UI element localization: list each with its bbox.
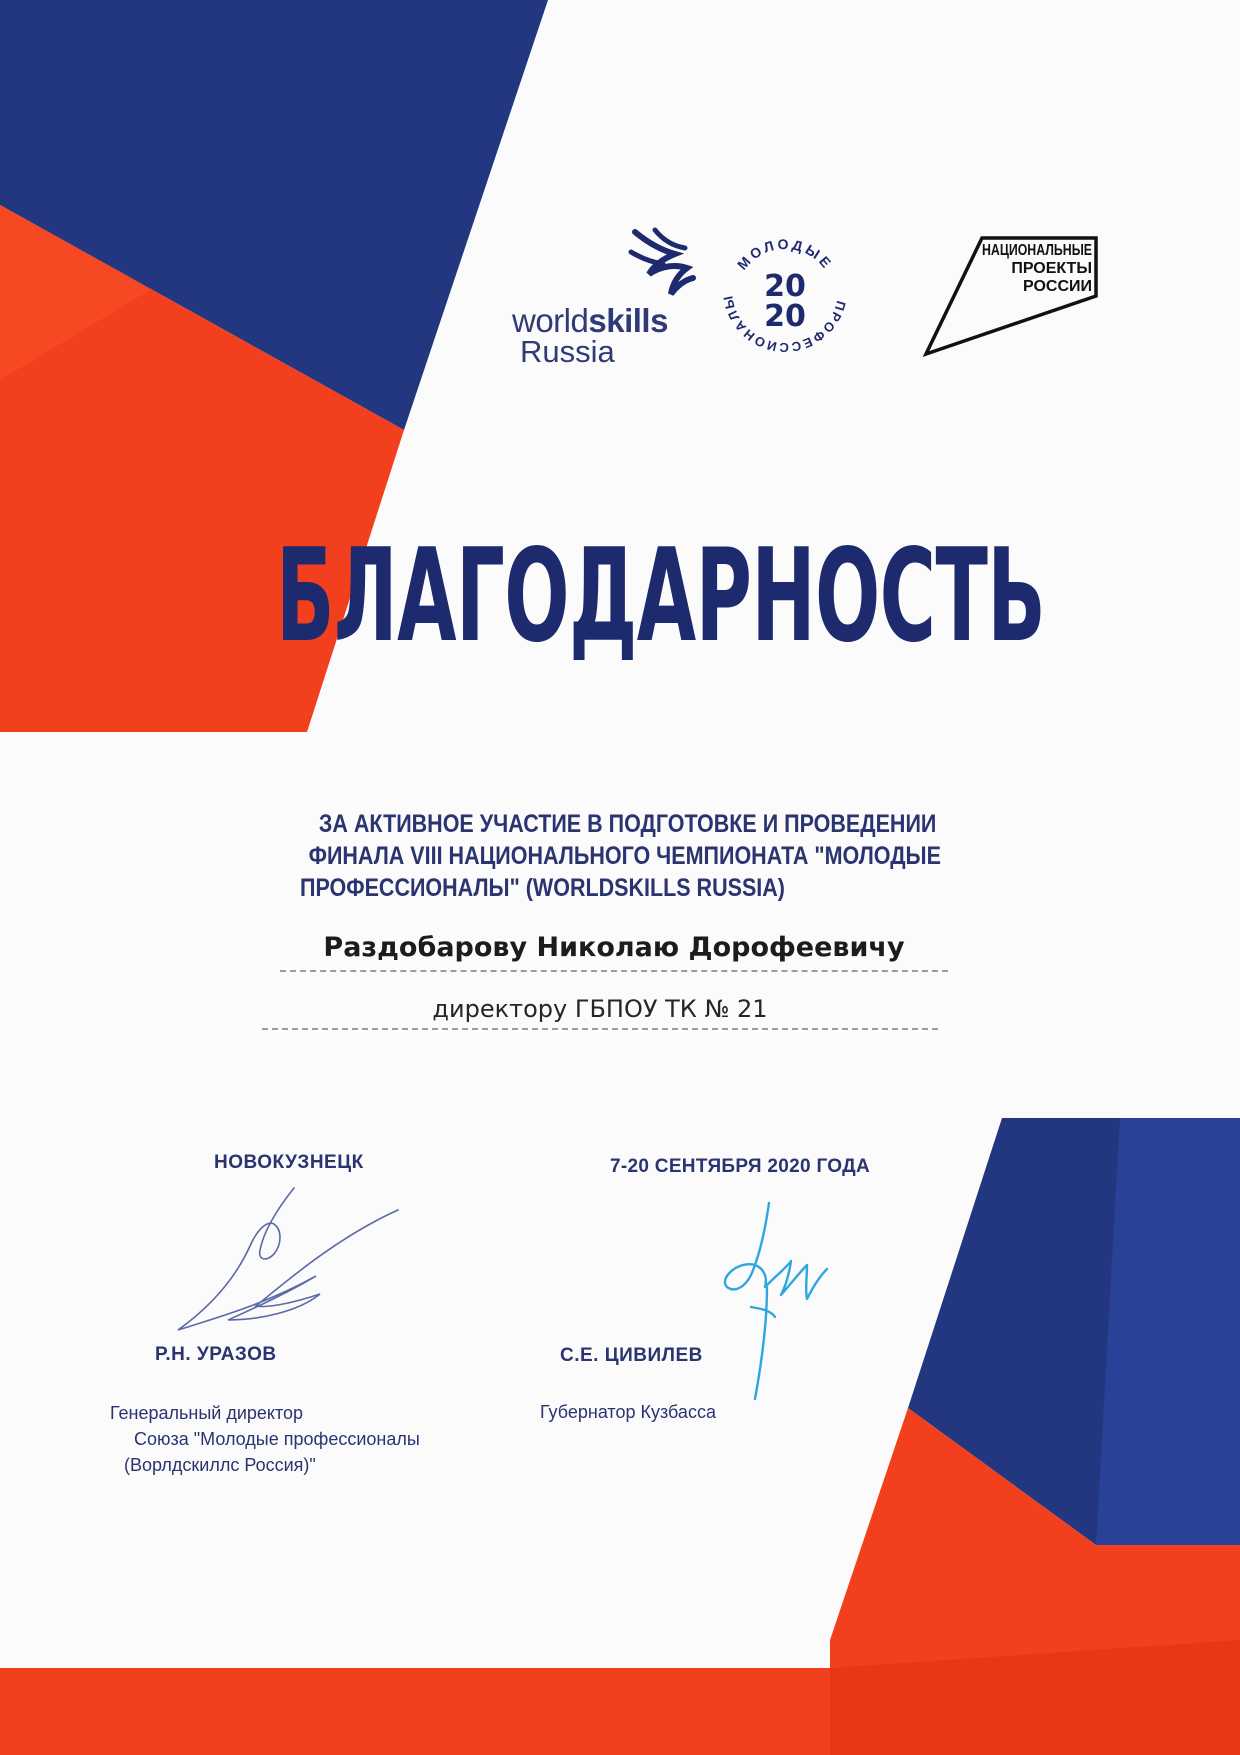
signatory-1-role: [110, 1400, 430, 1478]
worldskills-country: Russia: [520, 334, 615, 369]
signatory-1-name: Р.Н. УРАЗОВ: [155, 1344, 277, 1365]
worldskills-wordmark: worldskills: [512, 302, 668, 339]
molodye-professionaly-emblem: [718, 228, 852, 362]
molodye-professionaly-logo: [718, 228, 852, 362]
svg-text:20: 20: [764, 269, 806, 304]
svg-text:НАЦИОНАЛЬНЫЕ: НАЦИОНАЛЬНЫЕ: [982, 242, 1093, 259]
svg-text:20: 20: [764, 299, 806, 334]
signatory-2-name: С.Е. ЦИВИЛЕВ: [560, 1345, 703, 1366]
worldskills-logo: [512, 228, 702, 378]
signatory-1-role-line: Союза "Молодые профессионалы: [134, 1429, 420, 1449]
award-reason-line: ФИНАЛА VIII НАЦИОНАЛЬНОГО ЧЕМПИОНАТА "МОЛОДЫЕ: [308, 842, 941, 870]
national-projects-logo: [922, 236, 1098, 358]
recipient-position: директору ГБПОУ ТК № 21: [432, 995, 768, 1023]
signatory-2-role: Губернатор Кузбасса: [540, 1402, 716, 1422]
signature-tsivilev: [715, 1195, 840, 1405]
award-reason: [300, 808, 941, 904]
svg-text:МОЛОДЫЕ: МОЛОДЫЕ: [733, 235, 837, 273]
svg-text:ПРОФЕССИОНАЛЫ: ПРОФЕССИОНАЛЫ: [719, 292, 849, 356]
national-projects-emblem: [922, 236, 1098, 358]
svg-text:ПРОЕКТЫ: ПРОЕКТЫ: [1011, 260, 1092, 277]
award-reason-line: ПРОФЕССИОНАЛЫ" (WORLDSKILLS RUSSIA): [300, 874, 785, 902]
svg-text:РОССИИ: РОССИИ: [1022, 278, 1092, 295]
signatory-1-role-line: Генеральный директор: [110, 1403, 304, 1423]
worldskills-swirl-icon: [627, 228, 697, 306]
award-reason-line: ЗА АКТИВНОЕ УЧАСТИЕ В ПОДГОТОВКЕ И ПРОВЕДЕНИИ: [318, 810, 937, 838]
signatory-1-role-line: (Ворлдскиллс Россия)": [124, 1455, 316, 1475]
event-date: 7-20 СЕНТЯБРЯ 2020 ГОДА: [610, 1156, 870, 1177]
signature-urazov: [170, 1180, 400, 1340]
bottom-blue-accent: [1096, 1118, 1240, 1545]
recipient-name: Раздобарову Николаю Дорофеевичу: [323, 932, 905, 963]
certificate-title: БЛАГОДАРНОСТЬ: [275, 522, 1046, 671]
event-city: НОВОКУЗНЕЦК: [214, 1152, 364, 1173]
